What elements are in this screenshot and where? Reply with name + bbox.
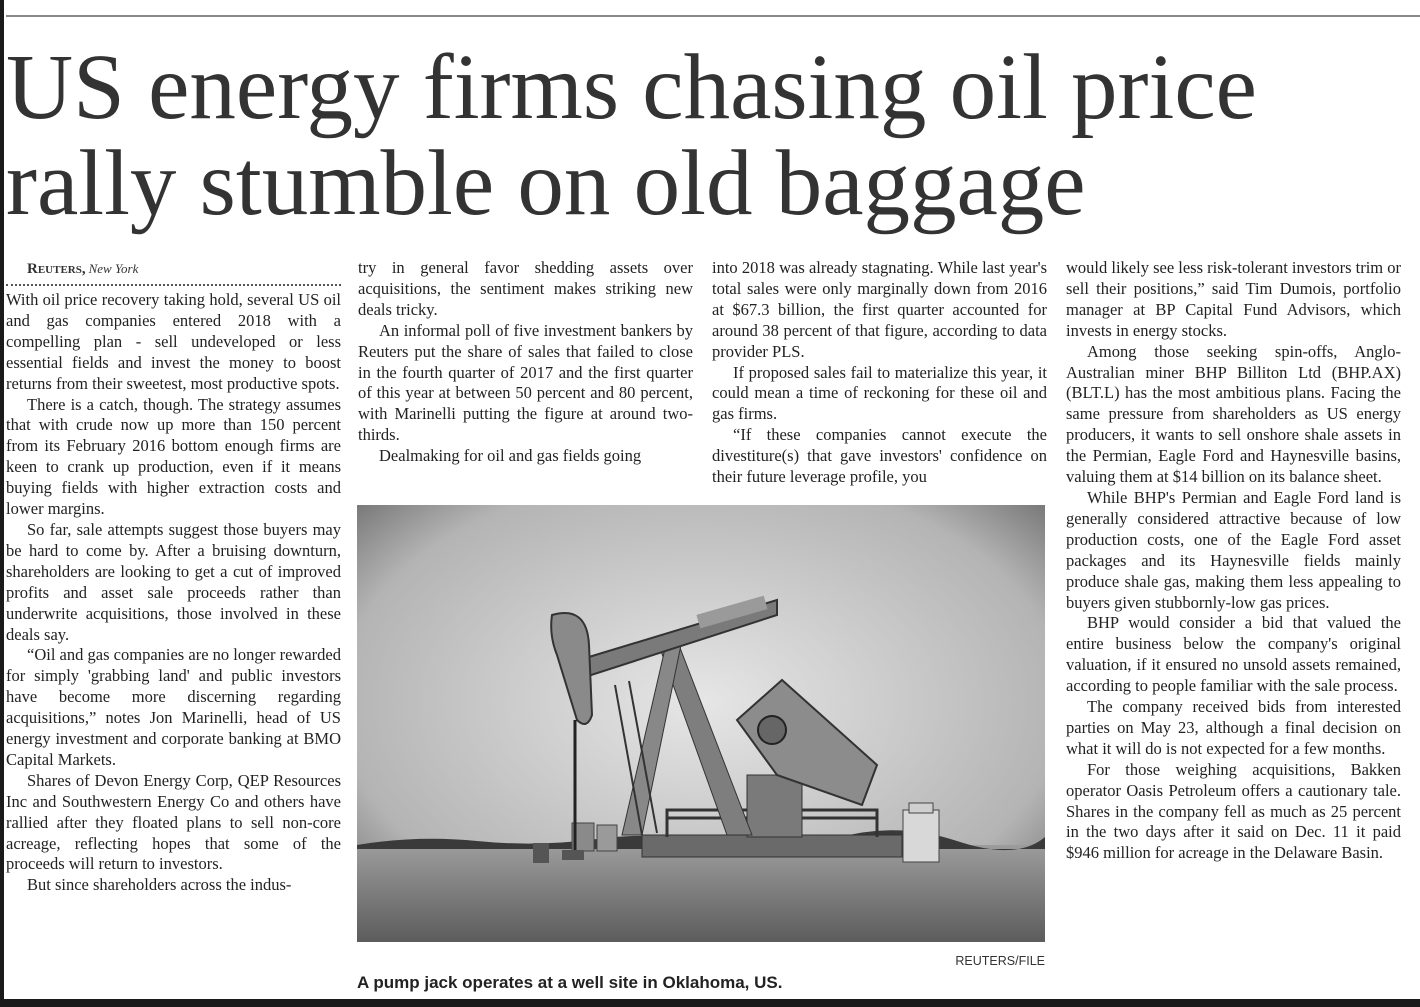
article-column-3 [712,258,1047,488]
paragraph: While BHP's Permian and Eagle Ford land is generally considered attractive because of low production costs, one of the Eagle Ford asset packages and its Haynesville fields mainly produce shale gas, making them less appealing to buyers given stubbornly-low gas prices. [1066,487,1401,612]
paragraph: BHP would consider a bid that valued the entire business below the company's original valuation, if it ensured no unsold assets remained, according to people familiar with the sale process. [1066,613,1401,696]
byline-divider [6,284,341,286]
byline-city: New York [88,261,139,276]
paragraph: For those weighing acquisitions, Bakken operator Oasis Petroleum offers a cautionary tale. Shares in the company fell as much as 25 percent in the two days after it said on Dec. 11 it paid $946 million for acreage in the Delaware Basin. [1066,759,1401,863]
paragraph: Among those seeking spin-offs, Anglo-Australian miner BHP Billiton Ltd (BHP.AX) (BLT.L) has the most ambitious plans. Facing the same pressure from shareholders as US energy producers, it wants to sell onshore shale assets in the Permian, Eagle Ford and Haynesville basins, valuing them at $14 billion on its balance sheet. [1066,341,1401,487]
headline-line-1: US energy firms chasing oil price [6,36,1257,139]
pump-jack-photo [357,505,1045,942]
headline [6,36,1416,235]
paragraph: “If these companies cannot execute the divestiture(s) that gave investors' confidence on their future leverage profile, you [712,425,1047,487]
paragraph: Dealmaking for oil and gas fields going [379,446,642,466]
article-column-1 [6,258,341,896]
photo-caption: A pump jack operates at a well site in Oklahoma, US. [357,973,783,992]
paragraph: would likely see less risk-tolerant investors trim or sell their positions,” said Tim Dumois, portfolio manager at BP Capital Fund Advisors, which invests in energy stocks. [1066,258,1401,340]
top-rule [6,15,1420,17]
paragraph: Shares of Devon Energy Corp, QEP Resources Inc and Southwestern Energy Co and others have rallied after they floated plans to sell non-core acreage, reflecting hopes that some of the proceeds will return to investors. [6,770,341,874]
page-bottom-edge [0,999,1420,1007]
paragraph: into 2018 was already stagnating. While last year's total sales were only marginally down from 2016 at $67.3 billion, the first quarter accounted for around 38 percent of that figure, according to data provider PLS. [712,258,1047,361]
paragraph: An informal poll of five investment bankers by Reuters put the share of sales that failed to close in the fourth quarter of 2017 and the first quarter of this year at between 50 percent and 80 percent, with Marinelli putting the figure at around two-thirds. [358,320,693,445]
paragraph: But since shareholders across the indus- [27,875,292,895]
paragraph: With oil price recovery taking hold, several US oil and gas companies entered 2018 with a compelling plan - sell undeveloped or less essential fields and invest the money to boost returns from their sweetest, most productive spots. [6,290,341,393]
article-column-4 [1066,258,1401,864]
page-left-edge [0,0,4,1007]
paragraph: “Oil and gas companies are no longer rewarded for simply 'grabbing land' and public investors have become more discerning regarding acquisitions,” notes Jon Marinelli, head of US energy investment and corporate banking at BMO Capital Markets. [6,645,341,769]
article-column-2 [358,258,693,467]
paragraph: try in general favor shedding assets over acquisitions, the sentiment makes striking new deals tricky. [358,258,693,319]
paragraph: The company received bids from interested parties on May 23, although a final decision on what it will do is not expected for a few months. [1066,697,1401,758]
byline-agency: Reuters, [27,261,86,277]
headline-line-2: rally stumble on old baggage [6,132,1086,235]
photo-credit: REUTERS/FILE [955,954,1045,968]
paragraph: There is a catch, though. The strategy assumes that with crude now up more than 150 percent from its February 2016 bottom enough firms are keen to crank up production, even if it means buying fields with higher extraction costs and lower margins. [6,394,341,519]
paragraph: So far, sale attempts suggest those buyers may be hard to come by. After a bruising downturn, shareholders are looking to get a cut of improved profits and asset sale proceeds rather than underwrite acquisitions, those involved in these deals say. [6,519,341,644]
pump-jack-illustration [357,505,1045,942]
paragraph: If proposed sales fail to materialize this year, it could mean a time of reckoning for these oil and gas firms. [712,362,1047,424]
byline [6,258,341,280]
